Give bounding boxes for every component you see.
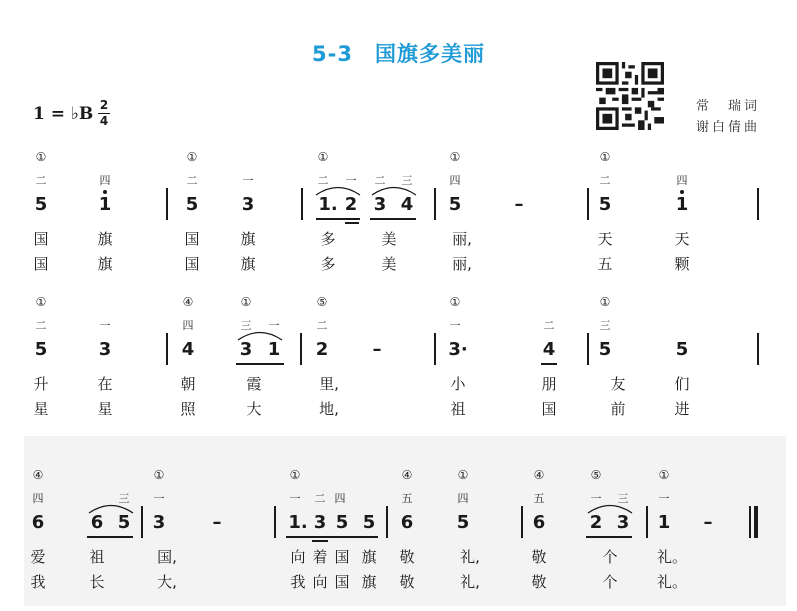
beam (586, 536, 632, 538)
string-marker: 二 (314, 492, 326, 505)
slur (370, 184, 418, 196)
note: 2 (589, 512, 603, 533)
bar-line (434, 333, 436, 365)
slur (236, 329, 284, 341)
string-marker: 一 (242, 174, 254, 187)
lyric: 旗 (361, 573, 377, 591)
beam (541, 363, 557, 365)
note: 1 (98, 194, 112, 215)
string-marker: 二 (543, 319, 555, 332)
lyric: 里, (319, 375, 339, 393)
string-marker: 二 (186, 174, 198, 187)
time-signature (98, 99, 110, 128)
fingering: ① (186, 150, 198, 164)
dash: – (514, 194, 524, 215)
lyric: 礼, (460, 548, 480, 566)
page-title: 5-3 国旗多美丽 (312, 42, 485, 66)
fingering: ④ (401, 468, 413, 482)
key-signature: 1 = ♭B (33, 104, 94, 124)
string-marker: 三 (118, 492, 130, 505)
dash: – (212, 512, 222, 533)
bar-line (301, 188, 303, 220)
slur (87, 502, 135, 514)
dash: – (372, 339, 382, 360)
lyric: 们 (674, 375, 690, 393)
lyric: 前 (610, 400, 626, 418)
note: 4 (542, 339, 556, 360)
lyric: 祖 (450, 400, 466, 418)
string-marker: 一 (268, 319, 280, 332)
note: 5 (448, 194, 462, 215)
note: 6 (532, 512, 546, 533)
beam (370, 218, 416, 220)
lyric: 长 (89, 573, 105, 591)
qr-code-icon[interactable] (596, 62, 664, 130)
fingering: ① (240, 295, 252, 309)
lyric: 友 (610, 375, 626, 393)
string-marker: 二 (35, 174, 47, 187)
composer-credit: 谢白倩曲 (696, 120, 761, 135)
bar-line (166, 188, 168, 220)
lyric: 小 (450, 375, 466, 393)
string-marker: 一 (590, 492, 602, 505)
lyric: 国 (541, 400, 557, 418)
fingering: ① (658, 468, 670, 482)
bar-line (757, 188, 759, 220)
string-marker: 二 (599, 174, 611, 187)
note: 3 (239, 339, 253, 360)
lyric: 敬 (531, 573, 547, 591)
lyric: 大 (246, 400, 262, 418)
lyric: 国 (184, 255, 200, 273)
note: 6 (400, 512, 414, 533)
lyric: 国, (157, 548, 177, 566)
string-marker: 二 (35, 319, 47, 332)
string-marker: 二 (374, 174, 386, 187)
lyric: 礼。 (656, 548, 688, 566)
string-marker: 三 (617, 492, 629, 505)
fingering: ① (449, 150, 461, 164)
note: 4 (400, 194, 414, 215)
string-marker: 五 (533, 492, 545, 505)
slur (586, 502, 634, 514)
lyric: 颗 (674, 255, 690, 273)
lyric: 美 (381, 230, 397, 248)
string-marker: 三 (599, 319, 611, 332)
lyric: 多 (320, 255, 336, 273)
beam (316, 218, 360, 220)
lyric: 丽, (452, 255, 472, 273)
fingering: ① (289, 468, 301, 482)
string-marker: 四 (182, 319, 194, 332)
bar-line (757, 333, 759, 365)
string-marker: 一 (99, 319, 111, 332)
note: 5 (598, 194, 612, 215)
note: 1 (675, 194, 689, 215)
note: 4 (181, 339, 195, 360)
fingering: ① (35, 295, 47, 309)
lyric: 爱 (30, 548, 46, 566)
lyricist-credit: 常 瑞词 (696, 99, 761, 114)
note: 6 (31, 512, 45, 533)
lyric: 丽, (452, 230, 472, 248)
lyric: 地, (319, 400, 339, 418)
beam (312, 540, 328, 542)
note: 3 (313, 512, 327, 533)
lyric: 星 (33, 400, 49, 418)
bar-line (587, 333, 589, 365)
lyric: 天 (597, 230, 613, 248)
note: 5 (675, 339, 689, 360)
time-signature-top: 2 (99, 98, 109, 112)
fingering: ① (317, 150, 329, 164)
beam (87, 536, 133, 538)
bar-line (300, 333, 302, 365)
lyric: 敬 (531, 548, 547, 566)
lyric: 升 (33, 375, 49, 393)
slur (314, 184, 362, 196)
note: 3 (241, 194, 255, 215)
string-marker: 一 (345, 174, 357, 187)
note: 5 (34, 339, 48, 360)
beam (236, 363, 284, 365)
note: 1 (657, 512, 671, 533)
note: 1. (318, 194, 338, 215)
lyric: 敬 (399, 548, 415, 566)
lyric: 个 (602, 548, 618, 566)
lyric: 朋 (541, 375, 557, 393)
note: 5 (117, 512, 131, 533)
lyric: 五 (597, 255, 613, 273)
lyric: 进 (674, 400, 690, 418)
lyric: 国 (33, 230, 49, 248)
lyric: 旗 (97, 255, 113, 273)
high-octave-dot (680, 190, 684, 194)
fingering: ⑤ (316, 295, 328, 309)
fingering: ① (457, 468, 469, 482)
lyric: 向 (290, 548, 306, 566)
bar-line (587, 188, 589, 220)
lyric: 国 (334, 548, 350, 566)
note: 5 (598, 339, 612, 360)
lyric: 我 (290, 573, 306, 591)
bar-line (141, 506, 143, 538)
string-marker: 三 (240, 319, 252, 332)
lyric: 旗 (97, 230, 113, 248)
note: 1. (288, 512, 308, 533)
lyric: 国 (334, 573, 350, 591)
lyric: 旗 (240, 230, 256, 248)
final-bar-line-thin (749, 506, 751, 538)
lyric: 我 (30, 573, 46, 591)
string-marker: 五 (401, 492, 413, 505)
string-marker: 四 (334, 492, 346, 505)
lyric: 个 (602, 573, 618, 591)
string-marker: 四 (676, 174, 688, 187)
fingering: ① (449, 295, 461, 309)
note: 5 (335, 512, 349, 533)
lyric: 着 (312, 548, 328, 566)
lyric: 星 (97, 400, 113, 418)
bar-line (274, 506, 276, 538)
bar-line (434, 188, 436, 220)
lyric: 天 (674, 230, 690, 248)
fingering: ① (599, 150, 611, 164)
string-marker: 一 (289, 492, 301, 505)
fingering: ① (599, 295, 611, 309)
note: 1 (267, 339, 281, 360)
lyric: 大, (157, 573, 177, 591)
string-marker: 一 (449, 319, 461, 332)
lyric: 霞 (246, 375, 262, 393)
string-marker: 二 (316, 319, 328, 332)
bar-line (521, 506, 523, 538)
note: 3 (373, 194, 387, 215)
beam (345, 222, 359, 224)
final-bar-line-thick (754, 506, 758, 538)
lyric: 照 (180, 400, 196, 418)
note: 3 (98, 339, 112, 360)
lyric: 国 (33, 255, 49, 273)
string-marker: 四 (449, 174, 461, 187)
fingering: ④ (182, 295, 194, 309)
note: 2 (315, 339, 329, 360)
note: 3· (448, 339, 468, 360)
beam (286, 536, 378, 538)
note: 3 (616, 512, 630, 533)
bar-line (166, 333, 168, 365)
fingering: ④ (32, 468, 44, 482)
lyric: 礼。 (656, 573, 688, 591)
note: 3 (152, 512, 166, 533)
string-marker: 二 (317, 174, 329, 187)
string-marker: 一 (658, 492, 670, 505)
note: 5 (362, 512, 376, 533)
note: 6 (90, 512, 104, 533)
note: 2 (344, 194, 358, 215)
bar-line (386, 506, 388, 538)
dash: – (703, 512, 713, 533)
high-octave-dot (103, 190, 107, 194)
string-marker: 四 (32, 492, 44, 505)
lyric: 多 (320, 230, 336, 248)
fingering: ① (35, 150, 47, 164)
bar-line (646, 506, 648, 538)
note: 5 (185, 194, 199, 215)
lyric: 国 (184, 230, 200, 248)
lyric: 向 (312, 573, 328, 591)
fingering: ④ (533, 468, 545, 482)
fingering: ① (153, 468, 165, 482)
fingering: ⑤ (590, 468, 602, 482)
note: 5 (34, 194, 48, 215)
note: 5 (456, 512, 470, 533)
string-marker: 四 (457, 492, 469, 505)
lyric: 旗 (361, 548, 377, 566)
lyric: 朝 (180, 375, 196, 393)
lyric: 美 (381, 255, 397, 273)
time-signature-bottom: 4 (99, 114, 109, 128)
lyric: 旗 (240, 255, 256, 273)
string-marker: 四 (99, 174, 111, 187)
string-marker: 一 (153, 492, 165, 505)
string-marker: 三 (401, 174, 413, 187)
lyric: 在 (97, 375, 113, 393)
lyric: 祖 (89, 548, 105, 566)
lyric: 礼, (460, 573, 480, 591)
lyric: 敬 (399, 573, 415, 591)
